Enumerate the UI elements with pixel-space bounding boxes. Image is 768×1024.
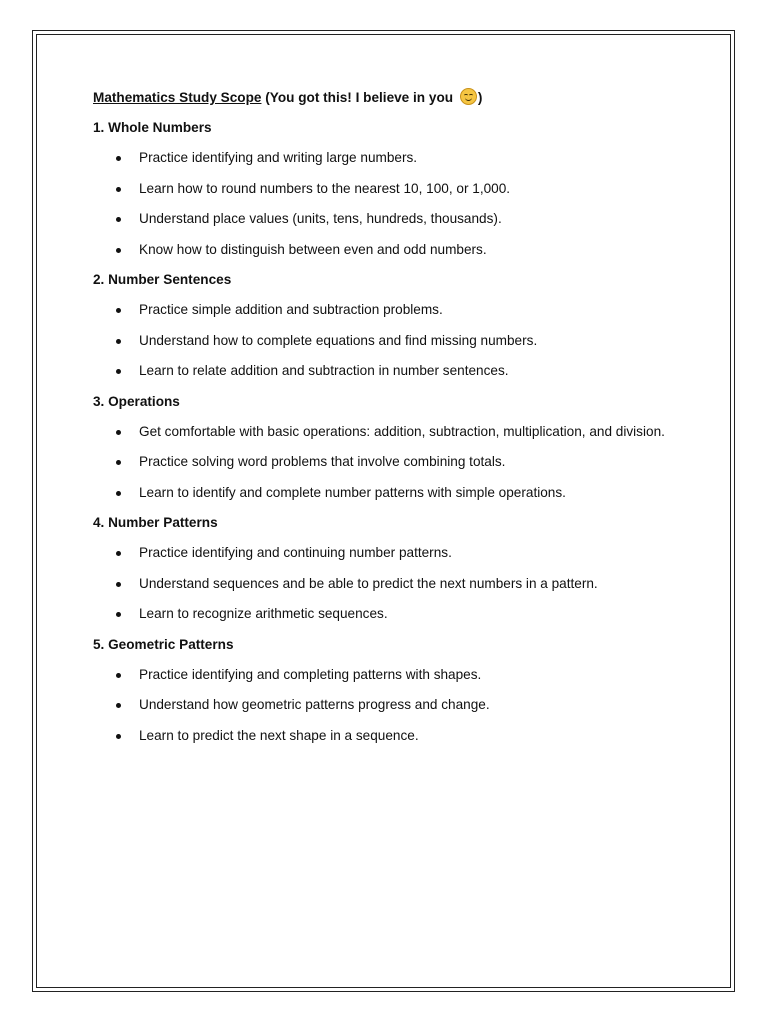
list-item bbox=[93, 726, 693, 746]
bullet-dot-icon bbox=[116, 673, 121, 678]
bullet-dot-icon bbox=[116, 248, 121, 253]
bullet-dot-icon bbox=[116, 734, 121, 739]
document-subtitle-close: ) bbox=[477, 90, 483, 105]
list-item-text: Understand place values (units, tens, hundreds, thousands). bbox=[139, 211, 502, 226]
bullet-dot-icon bbox=[116, 460, 121, 465]
list-item-text: Learn to recognize arithmetic sequences. bbox=[139, 606, 388, 621]
list-item bbox=[93, 209, 693, 229]
bullet-dot-icon bbox=[116, 339, 121, 344]
list-item bbox=[93, 604, 693, 624]
list-item bbox=[93, 543, 693, 563]
smiling-face-icon bbox=[460, 88, 477, 105]
list-item bbox=[93, 148, 693, 168]
document-content bbox=[93, 88, 693, 756]
list-item-text: Understand sequences and be able to predict the next numbers in a pattern. bbox=[139, 575, 598, 591]
bullet-dot-icon bbox=[116, 582, 121, 587]
bullet-dot-icon bbox=[116, 491, 121, 496]
list-item-text: Understand how to complete equations and find missing numbers. bbox=[139, 332, 538, 348]
list-item bbox=[93, 452, 693, 472]
list-item-text: Know how to distinguish between even and odd numbers. bbox=[139, 241, 487, 257]
list-item bbox=[93, 240, 693, 260]
bullet-dot-icon bbox=[116, 156, 121, 161]
section-heading: 5. Geometric Patterns bbox=[93, 636, 234, 652]
section-heading: 1. Whole Numbers bbox=[93, 120, 212, 135]
list-item-text: Practice identifying and writing large numbers. bbox=[139, 150, 418, 165]
list-item bbox=[93, 483, 693, 503]
document-title: Mathematics Study Scope bbox=[93, 90, 262, 105]
list-item bbox=[93, 331, 693, 351]
bullet-list bbox=[93, 300, 693, 381]
section-heading: 3. Operations bbox=[93, 393, 180, 409]
section-heading: 2. Number Sentences bbox=[93, 272, 232, 287]
list-item-text: Learn how to round numbers to the nearest 10, 100, or 1,000. bbox=[139, 180, 511, 196]
bullet-dot-icon bbox=[116, 703, 121, 708]
list-item bbox=[93, 179, 693, 199]
list-item bbox=[93, 422, 693, 442]
list-item bbox=[93, 574, 693, 594]
list-item-text: Practice identifying and continuing number patterns. bbox=[139, 545, 452, 560]
bullet-dot-icon bbox=[116, 369, 121, 374]
list-item-text: Understand how geometric patterns progress and change. bbox=[139, 697, 490, 712]
list-item-text: Learn to predict the next shape in a sequence. bbox=[139, 727, 419, 743]
bullet-dot-icon bbox=[116, 612, 121, 617]
section-heading: 4. Number Patterns bbox=[93, 515, 218, 530]
bullet-dot-icon bbox=[116, 308, 121, 313]
list-item bbox=[93, 361, 693, 381]
sections-container bbox=[93, 118, 693, 746]
bullet-list bbox=[93, 148, 693, 260]
list-item bbox=[93, 300, 693, 320]
document-title-line bbox=[93, 88, 693, 108]
list-item bbox=[93, 695, 693, 715]
list-item-text: Learn to identify and complete number patterns with simple operations. bbox=[139, 484, 566, 500]
bullet-list bbox=[93, 665, 693, 746]
document-subtitle-open: (You got this! I believe in you bbox=[261, 90, 457, 105]
list-item-text: Get comfortable with basic operations: addition, subtraction, multiplication, and division. bbox=[139, 423, 665, 439]
list-item-text: Practice identifying and completing patterns with shapes. bbox=[139, 666, 482, 682]
bullet-dot-icon bbox=[116, 217, 121, 222]
bullet-list bbox=[93, 543, 693, 624]
bullet-dot-icon bbox=[116, 551, 121, 556]
bullet-list bbox=[93, 422, 693, 503]
list-item bbox=[93, 665, 693, 685]
list-item-text: Practice solving word problems that involve combining totals. bbox=[139, 454, 506, 469]
list-item-text: Learn to relate addition and subtraction in number sentences. bbox=[139, 363, 509, 378]
bullet-dot-icon bbox=[116, 430, 121, 435]
list-item-text: Practice simple addition and subtraction problems. bbox=[139, 302, 443, 317]
bullet-dot-icon bbox=[116, 187, 121, 192]
